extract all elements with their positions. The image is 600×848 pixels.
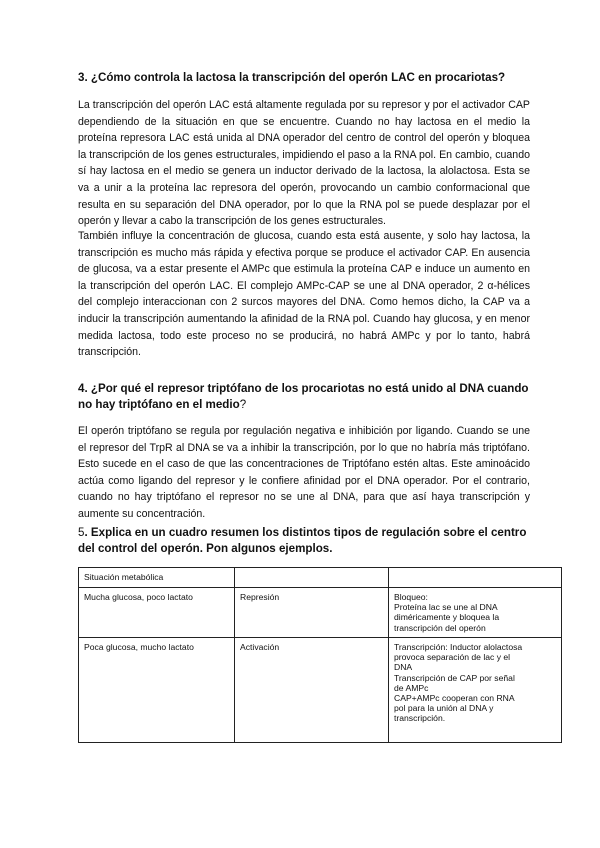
- description-line: pol para la unión al DNA y: [394, 703, 494, 714]
- table-cell-type: Activación: [235, 638, 389, 743]
- table-row: [79, 638, 562, 743]
- table-header-empty-cell: [235, 568, 389, 588]
- table-row: [79, 588, 562, 638]
- question-5-heading: [78, 525, 530, 557]
- regulation-summary-table: [78, 567, 562, 743]
- description-line: diméricamente y bloquea la: [394, 612, 500, 623]
- table-cell-type: Represión: [235, 588, 389, 638]
- description-line: Bloqueo:: [394, 592, 428, 602]
- table-header-row: [79, 568, 562, 588]
- description-line: transcripción.: [394, 713, 446, 724]
- description-line: provoca separación de lac y el: [394, 652, 511, 663]
- description-line: de AMPc: [394, 682, 429, 693]
- table-header-empty-cell: [389, 568, 562, 588]
- question-3-paragraph-2: También influye la concentración de glucosa, cuando esta está ausente, y solo hay lactosa, la transcripción es mucho más rápida y efectiva porque se produce el activador CAP. En ausencia de glucosa, va a estar presente el AMPc que estimula la proteína CAP e induce un aumento en la transcripción del operón LAC. El complejo AMPc-CAP se une al DNA operador, 2 α-hélices del complejo interaccionan con 2 surcos mayores del DNA. Como hemos dicho, la CAP va a inducir la transcripción aumentando la afinidad de la RNA pol. Cuando hay glucosa, y en menor medida lactosa, todo este proceso no se producirá, no habrá AMPc y por lo tanto, habrá transcripción.: [78, 230, 530, 359]
- description-line: transcripción del operón: [394, 622, 486, 633]
- description-line: DNA: [394, 662, 413, 673]
- table-cell-description: [389, 638, 562, 743]
- table-cell-description: [389, 588, 562, 638]
- table-cell-situation: Mucha glucosa, poco lactato: [79, 588, 235, 638]
- question-3-heading: 3. ¿Cómo controla la lactosa la transcripción del operón LAC en procariotas?: [78, 71, 506, 84]
- description-line: Transcripción de CAP por señal: [394, 672, 515, 683]
- table-header-cell: Situación metabólica: [79, 568, 235, 588]
- question-4-paragraph: El operón triptófano se regula por regulación negativa e inhibición por ligando. Cuando se une el represor del TrpR al DNA se va a inhibir la transcripción, por lo que no habría más triptófano. Esto sucede en el caso de que las concentraciones de Triptófano estén altas. Este aminoácido actúa como ligando del represor y le confiere afinidad por el DNA operador. Por el contrario, cuando no hay triptófano el represor no se une al DNA, para que así haya transcripción y aumente su concentración.: [78, 425, 530, 520]
- question-5-number: 5: [78, 526, 85, 539]
- question-4-heading: [78, 381, 530, 413]
- question-4-heading-mark: ?: [239, 398, 247, 411]
- description-line: Transcripción: Inductor alolactosa: [394, 642, 523, 652]
- description-line: Proteína lac se une al DNA: [394, 602, 498, 613]
- question-3-paragraph-1: La transcripción del operón LAC está altamente regulada por su represor y por el activador CAP dependiendo de la situación en que se encuentre. Cuando no hay lactosa en el medio la proteína represora LAC está unida al DNA operador del centro de control del operón y bloquea la transcripción de los genes estructurales, impidiendo el paso a la RNA pol. En cambio, cuando sí hay lactosa en el medio se genera un inductor derivado de la lactosa, la alolactosa. Esta se va a unir a la proteína lac represora del operón, provocando un cambio conformacional que resulta en su separación del DNA operador, por lo que la RNA pol se puede desplazar por el operón y llevar a cabo la transcripción de los genes estructurales.: [78, 99, 530, 228]
- question-4-heading-bold: 4. ¿Por qué el represor triptófano de los procariotas no está unido al DNA cuando no hay triptófano en el medio: [78, 382, 529, 411]
- table-cell-situation: Poca glucosa, mucho lactato: [79, 638, 235, 743]
- question-5-title: . Explica en un cuadro resumen los distintos tipos de regulación sobre el centro del control del operón. Pon algunos ejemplos.: [78, 526, 527, 555]
- description-line: CAP+AMPc cooperan con RNA: [394, 693, 515, 704]
